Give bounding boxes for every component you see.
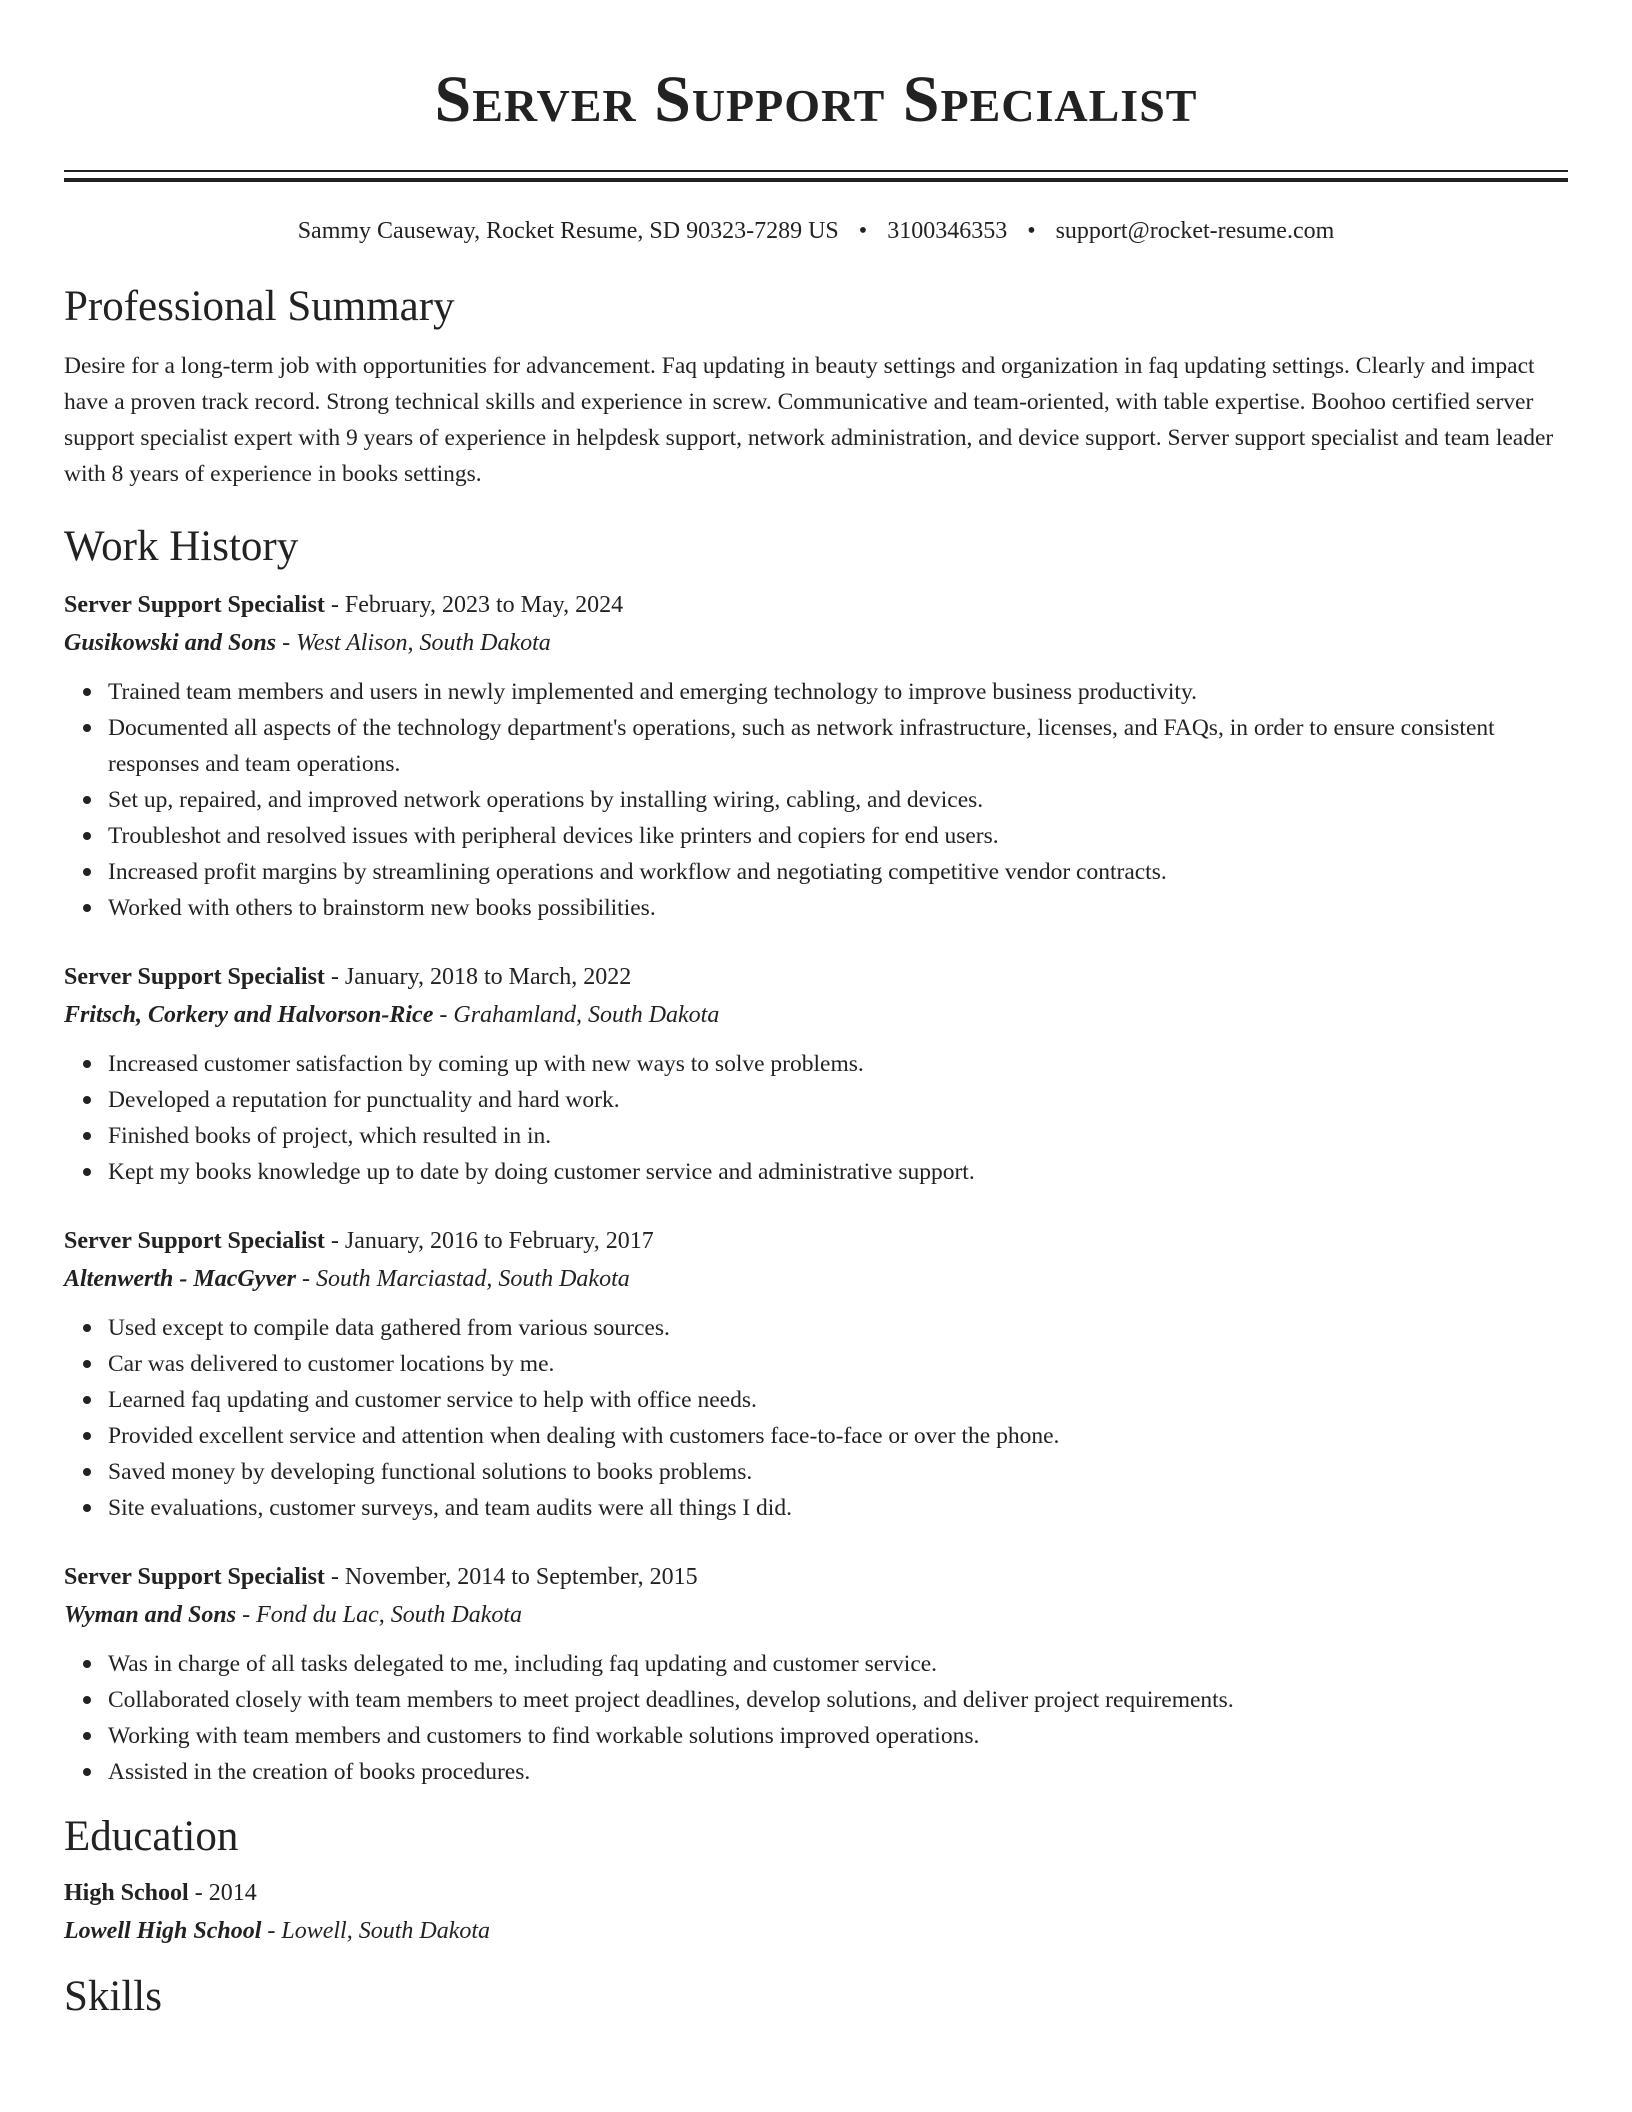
job-company: Wyman and Sons (64, 1602, 237, 1628)
job-bullet: Assisted in the creation of books procedures. (108, 1754, 1568, 1790)
job-bullet: Provided excellent service and attention when dealing with customers face-to-face or over the phone. (108, 1418, 1568, 1454)
job-title-line (64, 586, 1568, 624)
job-title: Server Support Specialist (64, 592, 325, 618)
job-company: Fritsch, Corkery and Halvorson-Rice (64, 1002, 434, 1028)
job-dates: January, 2018 to March, 2022 (344, 964, 632, 990)
job-title-line (64, 958, 1568, 996)
education-degree-line (64, 1874, 1568, 1912)
contact-separator: • (858, 218, 868, 244)
dash-separator: - (324, 1564, 345, 1590)
education-location: Lowell, South Dakota (281, 1918, 491, 1944)
dash-separator: - (261, 1918, 282, 1944)
job-bullet: Trained team members and users in newly implemented and emerging technology to improve business productivity. (108, 674, 1568, 710)
dash-separator: - (324, 1228, 345, 1254)
job-bullet: Developed a reputation for punctuality and hard work. (108, 1082, 1568, 1118)
job-entry (64, 958, 1568, 1190)
job-location: South Marciastad, South Dakota (315, 1266, 630, 1292)
job-title: Server Support Specialist (64, 1564, 325, 1590)
job-company-line (64, 996, 1568, 1034)
dash-separator: - (276, 630, 297, 656)
job-company-line (64, 1260, 1568, 1298)
job-company-line (64, 624, 1568, 662)
job-dates: January, 2016 to February, 2017 (344, 1228, 654, 1254)
job-bullet: Increased customer satisfaction by coming up with new ways to solve problems. (108, 1046, 1568, 1082)
professional-summary-text: Desire for a long-term job with opportunities for advancement. Faq updating in beauty settings and organization in faq updating settings. Clearly and impact have a proven track record. Strong technical skills and experience in screw. Communicative and team-oriented, with table expertise. Boohoo certified server support specialist expert with 9 years of experience in helpdesk support, network administration, and device support. Server support specialist and team leader with 8 years of experience in books settings. (64, 353, 1554, 487)
job-bullet: Working with team members and customers to find workable solutions improved operations. (108, 1718, 1568, 1754)
job-bullet-list (64, 1646, 1568, 1790)
education-school: Lowell High School (64, 1918, 262, 1944)
job-title-line (64, 1222, 1568, 1260)
job-title: Server Support Specialist (64, 964, 325, 990)
resume-page (64, 0, 1568, 2022)
dash-separator: - (433, 1002, 454, 1028)
job-title: Server Support Specialist (64, 1228, 325, 1254)
job-location: Fond du Lac, South Dakota (256, 1602, 523, 1628)
professional-summary-heading: Professional Summary (64, 283, 455, 330)
job-bullet: Worked with others to brainstorm new books possibilities. (108, 890, 1568, 926)
resume-name-title: Server Support Specialist (434, 63, 1198, 136)
job-bullet: Troubleshot and resolved issues with peripheral devices like printers and copiers for end users. (108, 818, 1568, 854)
contact-phone: 3100346353 (887, 218, 1008, 244)
job-bullet: Set up, repaired, and improved network operations by installing wiring, cabling, and devices. (108, 782, 1568, 818)
job-bullet: Increased profit margins by streamlining operations and workflow and negotiating competitive vendor contracts. (108, 854, 1568, 890)
education-degree: High School (64, 1880, 189, 1906)
job-entry (64, 1222, 1568, 1526)
education-year: 2014 (208, 1880, 257, 1906)
job-bullet: Car was delivered to customer locations by me. (108, 1346, 1568, 1382)
job-bullet: Site evaluations, customer surveys, and team audits were all things I did. (108, 1490, 1568, 1526)
contact-email: support@rocket-resume.com (1055, 218, 1335, 244)
job-title-line (64, 1558, 1568, 1596)
job-dates: November, 2014 to September, 2015 (344, 1564, 698, 1590)
job-company: Altenwerth - MacGyver (64, 1266, 296, 1292)
header-divider-thin (64, 170, 1568, 172)
job-dates: February, 2023 to May, 2024 (344, 592, 624, 618)
job-bullet: Was in charge of all tasks delegated to me, including faq updating and customer service. (108, 1646, 1568, 1682)
education-entry (64, 1874, 1568, 1950)
job-location: West Alison, South Dakota (296, 630, 551, 656)
job-company: Gusikowski and Sons (64, 630, 277, 656)
dash-separator: - (236, 1602, 257, 1628)
skills-heading: Skills (64, 1973, 162, 2020)
education-heading: Education (64, 1813, 239, 1860)
job-entry (64, 1558, 1568, 1790)
contact-address: Sammy Causeway, Rocket Resume, SD 90323-7289 US (297, 218, 839, 244)
job-entry (64, 586, 1568, 926)
job-bullet-list (64, 674, 1568, 926)
contact-line (64, 216, 1568, 246)
job-bullet: Saved money by developing functional solutions to books problems. (108, 1454, 1568, 1490)
job-location: Grahamland, South Dakota (453, 1002, 720, 1028)
work-history-heading: Work History (64, 523, 299, 570)
job-bullet: Used except to compile data gathered from various sources. (108, 1310, 1568, 1346)
job-company-line (64, 1596, 1568, 1634)
dash-separator: - (324, 964, 345, 990)
dash-separator: - (188, 1880, 209, 1906)
dash-separator: - (324, 592, 345, 618)
dash-separator: - (295, 1266, 316, 1292)
job-bullet: Learned faq updating and customer service to help with office needs. (108, 1382, 1568, 1418)
education-school-line (64, 1912, 1568, 1950)
header-divider-thick (64, 178, 1568, 182)
job-bullet: Documented all aspects of the technology department's operations, such as network infrastructure, licenses, and FAQs, in order to ensure consistent responses and team operations. (108, 710, 1568, 782)
job-bullet: Collaborated closely with team members to meet project deadlines, develop solutions, and deliver project requirements. (108, 1682, 1568, 1718)
contact-separator: • (1027, 218, 1036, 244)
job-bullet: Kept my books knowledge up to date by doing customer service and administrative support. (108, 1154, 1568, 1190)
job-bullet-list (64, 1310, 1568, 1526)
job-bullet-list (64, 1046, 1568, 1190)
job-bullet: Finished books of project, which resulted in in. (108, 1118, 1568, 1154)
